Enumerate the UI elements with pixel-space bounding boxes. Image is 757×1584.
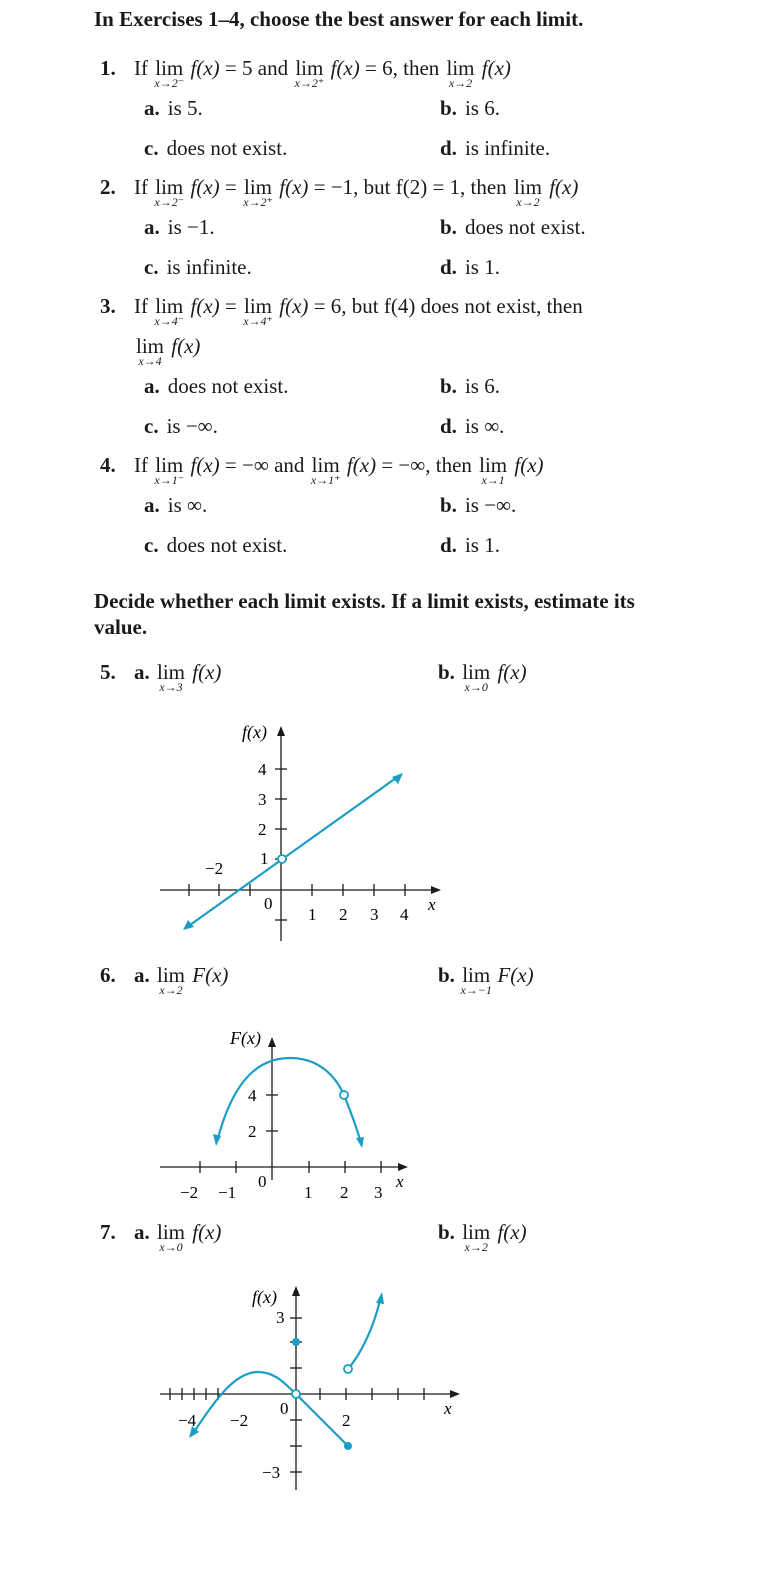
q2-option-b: b. does not exist. — [440, 215, 586, 239]
graph-6-x-arrow — [398, 1163, 408, 1171]
question-5-part-a: a. lim x→3 f(x) — [134, 660, 222, 694]
q2-option-d: d. is 1. — [440, 255, 500, 279]
section-heading-decide-limits: Decide whether each limit exists. If a limit exists, estimate its value. — [94, 589, 635, 639]
graph-5-ytick: 4 — [258, 760, 267, 779]
q3-option-c: c. is −∞. — [144, 414, 218, 438]
q4-option-a: a. is ∞. — [144, 493, 208, 517]
graph-6-axes — [160, 1045, 400, 1180]
section-heading-exercises-1-4: In Exercises 1–4, choose the best answer for each limit. — [94, 7, 584, 31]
graph-7-curve-left — [194, 1372, 348, 1446]
question-6-part-a: a. lim x→2 F(x) — [134, 963, 229, 997]
graph-5-ytick: 1 — [260, 849, 269, 868]
question-2-stem: If lim x→2⁻ f(x) = lim x→2⁺ f(x) = −1, but f(2) = 1, then lim x→2 f(x) — [134, 175, 579, 209]
q1-option-a: a. is 5. — [144, 96, 203, 120]
question-6-number: 6. — [100, 963, 116, 987]
graph-7-filled-point-top — [292, 1338, 300, 1346]
graph-5-x-arrow — [431, 886, 441, 894]
question-4-stem: If lim x→1⁻ f(x) = −∞ and lim x→1⁺ f(x) = −∞, then lim x→1 f(x) — [134, 453, 544, 487]
graph-6-xtick: 3 — [374, 1183, 383, 1202]
graph-7-x-label: x — [444, 1399, 452, 1418]
graph-5-open-point — [278, 855, 286, 863]
graph-5-line — [190, 778, 396, 925]
q3-option-b: b. is 6. — [440, 374, 500, 398]
graph-7-curve-right — [348, 1300, 380, 1369]
graph-7-y-arrow — [292, 1286, 300, 1296]
graph-5 — [150, 715, 460, 945]
graph-7-x-arrow — [450, 1390, 460, 1398]
graph-6-x-label: x — [396, 1172, 404, 1191]
graph-6-y-label: F(x) — [230, 1028, 261, 1048]
graph-6-y-arrow — [268, 1037, 276, 1047]
question-6-part-b: b. lim x→−1 F(x) — [438, 963, 534, 997]
graph-7-xtick: 2 — [342, 1411, 351, 1430]
graph-6-ytick: 4 — [248, 1086, 257, 1105]
graph-5-xtick: 4 — [400, 905, 409, 924]
graph-5-xtick: −2 — [205, 859, 224, 878]
q1-option-b: b. is 6. — [440, 96, 500, 120]
graph-6-open-point — [340, 1091, 348, 1099]
graph-5-y-label: f(x) — [242, 722, 267, 742]
graph-7-xtick: −4 — [178, 1411, 197, 1430]
graph-6 — [150, 1020, 430, 1205]
graph-5-ytick: 2 — [258, 820, 267, 839]
graph-5-axes — [160, 733, 434, 941]
graph-7-axes — [160, 1294, 452, 1490]
graph-7-filled-point-bottom — [344, 1442, 352, 1450]
q4-option-b: b. is −∞. — [440, 493, 517, 517]
graph-6-arrow-left — [213, 1134, 221, 1146]
graph-7-open-point-origin — [292, 1390, 300, 1398]
q1-option-c: c. does not exist. — [144, 136, 288, 160]
graph-6-arrow-right — [356, 1137, 364, 1148]
graph-7 — [150, 1278, 470, 1494]
graph-7-open-point-right — [344, 1365, 352, 1373]
question-3-stem-line2: lim x→4 f(x) — [136, 334, 201, 368]
graph-5-xtick: 1 — [308, 905, 317, 924]
graph-6-xtick: 1 — [304, 1183, 313, 1202]
graph-6-curve-left — [218, 1058, 344, 1138]
graph-5-origin: 0 — [264, 894, 273, 913]
graph-6-xtick: 2 — [340, 1183, 349, 1202]
graph-5-arrow-right — [392, 773, 403, 784]
graph-6-xtick: −2 — [180, 1183, 199, 1202]
question-5-number: 5. — [100, 660, 116, 684]
question-1-stem: If lim x→2⁻ f(x) = 5 and lim x→2⁺ f(x) = 6, then lim x→2 f(x) — [134, 56, 511, 90]
question-5-part-b: b. lim x→0 f(x) — [438, 660, 527, 694]
graph-7-y-label: f(x) — [252, 1287, 277, 1307]
graph-5-xtick: 3 — [370, 905, 379, 924]
graph-6-ytick: 2 — [248, 1122, 257, 1141]
q2-option-a: a. is −1. — [144, 215, 215, 239]
question-7-number: 7. — [100, 1220, 116, 1244]
q3-option-d: d. is ∞. — [440, 414, 505, 438]
graph-5-x-label: x — [428, 895, 436, 914]
q3-option-a: a. does not exist. — [144, 374, 289, 398]
question-4-number: 4. — [100, 453, 116, 477]
question-2-number: 2. — [100, 175, 116, 199]
graph-6-xtick: −1 — [218, 1183, 237, 1202]
graph-5-ytick: 3 — [258, 790, 267, 809]
graph-6-curve-right — [344, 1095, 360, 1140]
graph-5-y-arrow — [277, 726, 285, 736]
question-3-stem: If lim x→4⁻ f(x) = lim x→4⁺ f(x) = 6, but f(4) does not exist, then — [134, 294, 583, 328]
question-3-number: 3. — [100, 294, 116, 318]
graph-6-origin: 0 — [258, 1172, 267, 1191]
q2-option-c: c. is infinite. — [144, 255, 252, 279]
question-1-number: 1. — [100, 56, 116, 80]
graph-7-arrow-right — [376, 1292, 384, 1304]
graph-5-arrow-left — [183, 920, 194, 930]
graph-7-ytick: 3 — [276, 1308, 285, 1327]
q1-option-d: d. is infinite. — [440, 136, 551, 160]
q4-option-d: d. is 1. — [440, 533, 500, 557]
question-7-part-a: a. lim x→0 f(x) — [134, 1220, 222, 1254]
graph-7-xtick: −2 — [230, 1411, 249, 1430]
graph-7-ytick: −3 — [262, 1463, 281, 1482]
graph-5-xtick: 2 — [339, 905, 348, 924]
q4-option-c: c. does not exist. — [144, 533, 288, 557]
question-7-part-b: b. lim x→2 f(x) — [438, 1220, 527, 1254]
graph-7-origin: 0 — [280, 1399, 289, 1418]
